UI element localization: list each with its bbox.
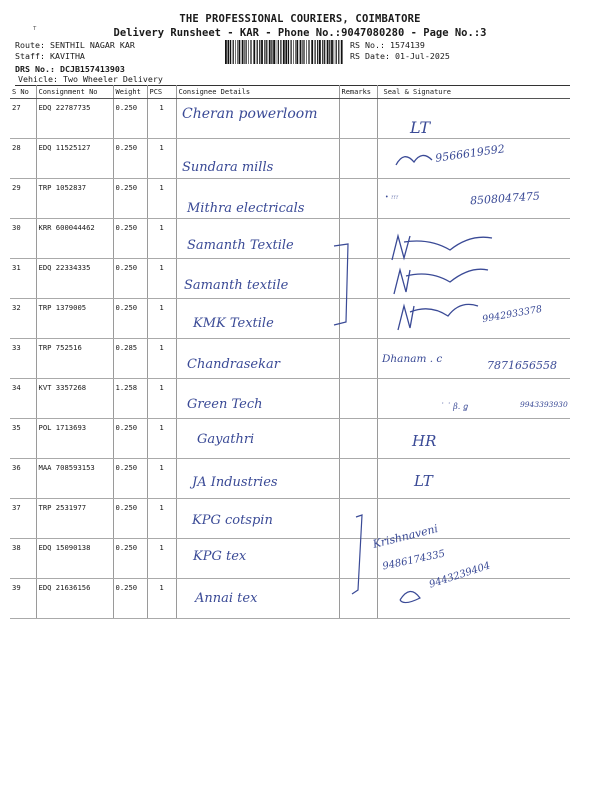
cell-sno: 31 xyxy=(10,259,36,299)
cell-weight: 0.250 xyxy=(113,419,147,459)
cell-seal xyxy=(377,259,570,299)
cell-seal xyxy=(377,379,570,419)
signature-phone: 9942933378 xyxy=(481,303,543,326)
cell-sno: 30 xyxy=(10,219,36,259)
cell-sno: 38 xyxy=(10,539,36,579)
cell-remarks xyxy=(339,579,377,619)
cell-sno: 28 xyxy=(10,139,36,179)
consignee-handwriting: Samanth Textile xyxy=(187,238,294,253)
col-weight: Weight xyxy=(113,85,147,99)
signature-initials: LT xyxy=(414,472,433,490)
col-consignment: Consignment No xyxy=(36,85,113,99)
cell-remarks xyxy=(339,539,377,579)
col-sno: S No xyxy=(10,85,36,99)
consignee-handwriting: Mithra electricals xyxy=(187,201,305,216)
vehicle-label: Vehicle: Two Wheeler Delivery xyxy=(18,74,163,84)
consignee-handwriting: KPG cotspin xyxy=(192,513,273,528)
cell-weight: 0.250 xyxy=(113,499,147,539)
cell-weight: 0.250 xyxy=(113,579,147,619)
rs-no: RS No.: 1574139 xyxy=(350,40,425,50)
signature-phone: 9443239404 xyxy=(427,560,492,591)
cell-remarks xyxy=(339,499,377,539)
cell-weight: 0.250 xyxy=(113,299,147,339)
signature-phone: 7871656558 xyxy=(487,359,557,372)
cell-consignment: TRP 752516 xyxy=(36,339,113,379)
col-seal: Seal & Signature xyxy=(377,85,570,99)
cell-pcs: 1 xyxy=(147,499,176,539)
cell-remarks xyxy=(339,99,377,139)
cell-seal xyxy=(377,579,570,619)
cell-seal xyxy=(377,459,570,499)
cell-remarks xyxy=(339,139,377,179)
cell-seal xyxy=(377,219,570,259)
rs-date: RS Date: 01-Jul-2025 xyxy=(350,51,450,61)
cell-pcs: 1 xyxy=(147,299,176,339)
cell-weight: 0.250 xyxy=(113,259,147,299)
cell-sno: 32 xyxy=(10,299,36,339)
cell-consignment: TRP 1379005 xyxy=(36,299,113,339)
cell-pcs: 1 xyxy=(147,179,176,219)
cell-sno: 29 xyxy=(10,179,36,219)
cell-consignment: KVT 3357268 xyxy=(36,379,113,419)
cell-remarks xyxy=(339,299,377,339)
cell-consignment: EDQ 21636156 xyxy=(36,579,113,619)
cell-remarks xyxy=(339,419,377,459)
runsheet-subtitle: Delivery Runsheet - KAR - Phone No.:9047080280 - Page No.:3 xyxy=(113,27,487,39)
cell-weight: 0.250 xyxy=(113,459,147,499)
cell-remarks xyxy=(339,459,377,499)
route-label: Route: SENTHIL NAGAR KAR xyxy=(15,40,135,50)
table-row xyxy=(10,259,570,299)
consignee-handwriting: Gayathri xyxy=(197,432,255,447)
cell-pcs: 1 xyxy=(147,139,176,179)
staff-label: Staff: KAVITHA xyxy=(15,51,85,61)
company-title: THE PROFESSIONAL COURIERS, COIMBATORE xyxy=(179,13,421,25)
cell-consignment: TRP 1052837 xyxy=(36,179,113,219)
table-row xyxy=(10,459,570,499)
cell-weight: 1.258 xyxy=(113,379,147,419)
cell-sno: 39 xyxy=(10,579,36,619)
consignee-handwriting: Green Tech xyxy=(187,397,263,412)
cell-seal xyxy=(377,99,570,139)
signature-phone: 8508047475 xyxy=(469,189,541,208)
cell-weight: 0.250 xyxy=(113,99,147,139)
signature-phone: 9566619592 xyxy=(434,142,506,165)
cell-remarks xyxy=(339,259,377,299)
signature-scribble: ˙ ˙ β. ꬶ xyxy=(440,402,468,411)
signature-name: Dhanam . c xyxy=(382,353,443,365)
cell-pcs: 1 xyxy=(147,539,176,579)
cell-pcs: 1 xyxy=(147,379,176,419)
barcode xyxy=(225,40,345,64)
cell-consignment: TRP 2531977 xyxy=(36,499,113,539)
cell-pcs: 1 xyxy=(147,419,176,459)
cell-consignment: EDQ 22787735 xyxy=(36,99,113,139)
cell-weight: 0.250 xyxy=(113,179,147,219)
cell-pcs: 1 xyxy=(147,99,176,139)
cell-remarks xyxy=(339,379,377,419)
cell-pcs: 1 xyxy=(147,459,176,499)
consignee-handwriting: Chandrasekar xyxy=(187,357,280,372)
signature-scribble: • ፣፣፣ xyxy=(385,194,398,201)
cell-consignment: POL 1713693 xyxy=(36,419,113,459)
signature-initials: LT xyxy=(410,118,430,137)
cell-sno: 37 xyxy=(10,499,36,539)
cell-consignment: EDQ 11525127 xyxy=(36,139,113,179)
cell-remarks xyxy=(339,339,377,379)
consignee-handwriting: KPG tex xyxy=(193,549,247,564)
signature-phone: 9486174335 xyxy=(381,548,447,573)
cell-sno: 33 xyxy=(10,339,36,379)
cell-weight: 0.285 xyxy=(113,339,147,379)
cell-sno: 27 xyxy=(10,99,36,139)
drs-label: DRS No.: DCJB157413903 xyxy=(15,64,125,74)
table-header-row xyxy=(10,85,570,99)
cell-remarks xyxy=(339,219,377,259)
cell-sno: 34 xyxy=(10,379,36,419)
table-row xyxy=(10,379,570,419)
consignee-handwriting: JA Industries xyxy=(192,475,278,490)
cell-pcs: 1 xyxy=(147,219,176,259)
cell-pcs: 1 xyxy=(147,339,176,379)
consignee-handwriting: Samanth textile xyxy=(184,278,289,293)
cell-sno: 35 xyxy=(10,419,36,459)
cell-weight: 0.250 xyxy=(113,539,147,579)
cell-pcs: 1 xyxy=(147,579,176,619)
consignee-handwriting: Cheran powerloom xyxy=(182,106,318,122)
col-remarks: Remarks xyxy=(339,85,377,99)
table-row xyxy=(10,419,570,459)
col-consignee: Consignee Details xyxy=(176,85,339,99)
col-pcs: PCS xyxy=(147,85,176,99)
cell-consignment: EDQ 22334335 xyxy=(36,259,113,299)
cell-seal xyxy=(377,419,570,459)
table-row xyxy=(10,579,570,619)
cell-weight: 0.250 xyxy=(113,219,147,259)
cell-pcs: 1 xyxy=(147,259,176,299)
signature-name: Krishnaveni xyxy=(371,522,440,551)
table-row xyxy=(10,499,570,539)
signature-phone: 9943393930 xyxy=(520,400,568,409)
consignee-handwriting: Annai tex xyxy=(195,591,258,606)
cell-weight: 0.250 xyxy=(113,139,147,179)
table-row xyxy=(10,339,570,379)
runsheet-table xyxy=(10,85,570,619)
cell-consignment: MAA 708593153 xyxy=(36,459,113,499)
consignee-handwriting: KMK Textile xyxy=(193,316,274,331)
cell-consignment: KRR 600044462 xyxy=(36,219,113,259)
consignee-handwriting: Sundara mills xyxy=(182,160,274,175)
cell-consignment: EDQ 15090138 xyxy=(36,539,113,579)
signature-initials: HR xyxy=(412,432,437,450)
pen-mark: ᵀ xyxy=(32,26,38,36)
cell-sno: 36 xyxy=(10,459,36,499)
cell-remarks xyxy=(339,179,377,219)
